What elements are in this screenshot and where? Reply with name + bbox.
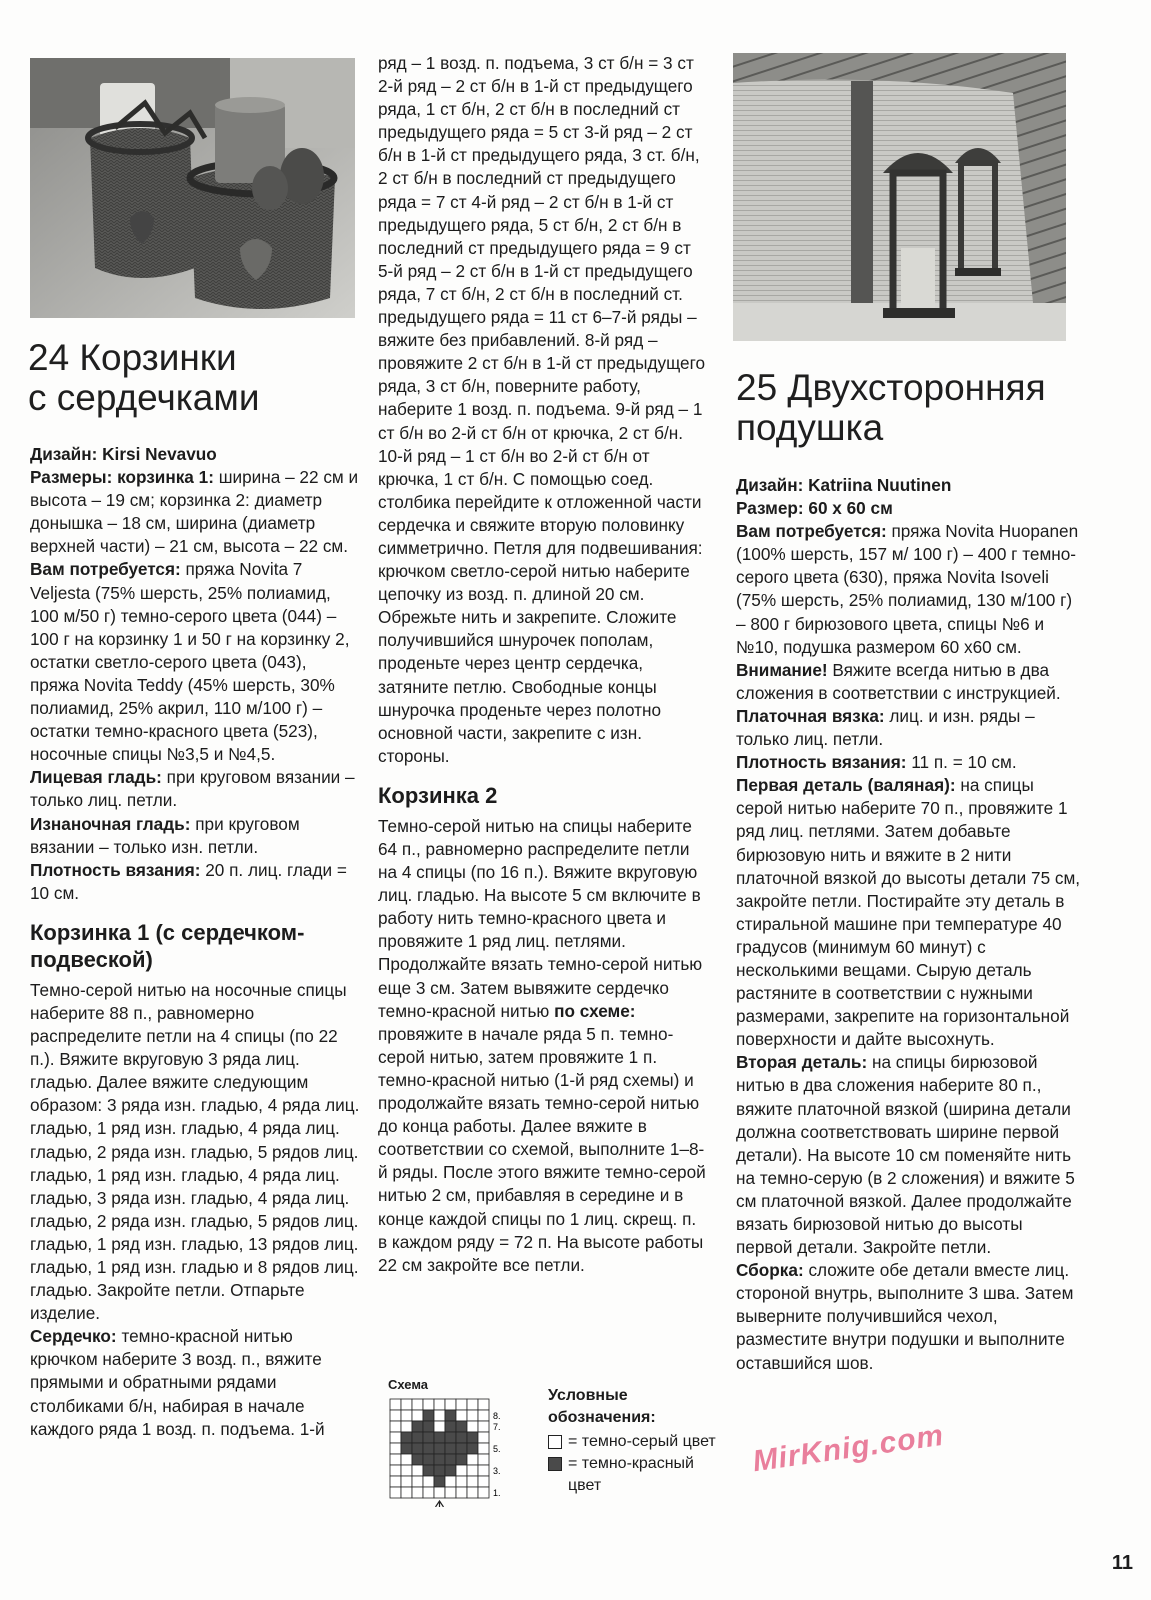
article25-materials-text: пряжа Novita Huopanen (100% шерсть, 157 м/ 100 г) – 400 г темно-серого цвета (630), пряжа Novita Isoveli (75% шерсть, 25% полиамид, 130 м/100 г) – 800 г бирюзового цвета, спицы №6 и №10, подушка размером 60 х60 см. [736, 521, 1079, 657]
scheme-cell [445, 1410, 456, 1421]
article25-title-line2: подушка [736, 407, 884, 448]
heart-scheme [388, 1377, 728, 1525]
article25-column [736, 474, 1081, 1375]
scheme-cell [423, 1432, 434, 1443]
scheme-cell [401, 1432, 412, 1443]
article25-second-piece [736, 1051, 1081, 1259]
scheme-cell [401, 1410, 412, 1421]
stockinette-label: Лицевая гладь: [30, 767, 162, 788]
article25-gauge [736, 751, 1081, 774]
article25-design-label: Дизайн: Katriina Nuutinen [736, 475, 952, 495]
article25-size [736, 497, 1081, 520]
scheme-cell [434, 1432, 445, 1443]
article25-title [736, 368, 1096, 448]
article25-second-piece-text: на спицы бирюзовой нитью в два сложения наберите 80 п., вяжите платочной вязкой (ширина детали должна соответствовать ширине первой детали). На высоте 10 см поменяйте нить на темно-серую (в 2 сложения) и вяжите 5 см платочной вязкой. Далее продолжайте вязать бирюзовой нитью до высоты первой детали. Закройте петли. [736, 1052, 1075, 1258]
scheme-cell [445, 1443, 456, 1454]
article24-title-line1: 24 Корзинки [28, 337, 237, 378]
article25-assembly [736, 1259, 1081, 1374]
scheme-cell [434, 1454, 445, 1465]
legend-item-red [548, 1453, 728, 1497]
heart-continued: ряд – 1 возд. п. подъема, 3 ст б/н = 3 ст 2-й ряд – 2 ст б/н в 1-й ст предыдущего ряда, 1 ст б/н, 2 ст б/н в последний ст предыдущего ряда = 5 ст 3-й ряд – 2 ст б/н в 1-й ст предыдущего ряда, 3 ст. б/н, 2 ст б/н в последний ст предыдущего ряда = 7 ст 4-й ряд – 2 ст б/н в 1-й ст предыдущего ряда, 5 ст б/н, 2 ст б/н в последний ст предыдущего ряда = 9 ст 5-й ряд – 2 ст б/н в 1-й ст предыдущего ряда, 7 ст б/н, 2 ст б/н в последний ст. предыдущего ряда = 11 ст 6–7-й ряды – вяжите без прибавлений. 8-й ряд – провяжите 2 ст б/н в 1-й ст предыдущего ряда, 3 ст б/н, поверните работу, наберите 1 возд. п. подъема. 9-й ряд – 1 ст б/н во 2-й ст б/н от крючка, 2 ст б/н. 10-й ряд – 1 ст б/н во 2-й ст б/н от крючка, 1 ст б/н. С помощью соед. столбика перейдите к отложенной части сердечка и свяжите вторую половинку симметрично. Петля для подвешивания: крючком светло-серой нитью наберите цепочку из возд. п. длиной 20 см. Обрежьте нить и закрепите. Сложите получившийся шнурочек пополам, проденьте через центр сердечка, затяните петлю. Свободные концы шнурочка проденьте через полотно основной части, закрепите с изн. стороны. [378, 53, 706, 766]
scheme-cell [456, 1465, 467, 1476]
article25-first-piece-text: на спицы серой нитью наберите 70 п., провяжите 1 ряд лиц. петлями. Затем добавьте бирюзовую нить и вяжите в 2 нити платочной вязкой до высоты детали 75 см, закройте петли. Постирайте эту деталь в стиральной машине при температуре 40 градусов (минимум 60 минут) с несколькими вещами. Сырую деталь растяните в соответствии с нужными размерами, закрепите на горизонтальной поверхности и дайте высохнуть. [736, 775, 1081, 1050]
scheme-cell [478, 1487, 489, 1498]
scheme-cell [456, 1487, 467, 1498]
scheme-cell [401, 1443, 412, 1454]
scheme-row-label: 8. [493, 1411, 501, 1421]
scheme-cell [456, 1432, 467, 1443]
reverse-stockinette-label: Изнаночная гладь: [30, 813, 191, 834]
article25-materials-label: Вам потребуется: [736, 521, 887, 542]
scheme-cell [412, 1454, 423, 1465]
scheme-cell [423, 1465, 434, 1476]
scheme-cell [478, 1421, 489, 1432]
scheme-cell [390, 1476, 401, 1487]
scheme-cell [423, 1454, 434, 1465]
stockinette-para [30, 766, 360, 812]
basket1-instructions: Темно-серой нитью на носочные спицы наберите 88 п., равномерно распределите петли на 4 спицы (по 22 п.). Вяжите вкруговую 3 ряда лиц. гладью. Далее вяжите следующим образом: 3 ряда изн. гладью, 4 ряда лиц. гладью, 1 ряд изн. гладью, 4 ряда лиц. гладью, 2 ряда изн. гладью, 5 рядов лиц. гладью, 1 ряд изн. гладью, 4 ряда лиц. гладью, 3 ряда изн. гладью, 4 ряда лиц. гладью, 2 ряда изн. гладью, 5 рядов лиц. гладью, 1 ряд изн. гладью, 13 рядов лиц. гладью, 1 ряд изн. гладью и 8 рядов лиц. гладью. Закройте петли. Отпарьте изделие. [30, 979, 360, 1324]
scheme-cell [401, 1421, 412, 1432]
scheme-cell [445, 1476, 456, 1487]
article25-second-piece-label: Вторая деталь: [736, 1052, 868, 1073]
scheme-cell [434, 1487, 445, 1498]
scheme-cell [423, 1476, 434, 1487]
article25-attention [736, 659, 1081, 705]
scheme-cell [401, 1465, 412, 1476]
pillow-photo [733, 53, 1066, 341]
scheme-cell [467, 1421, 478, 1432]
article25-assembly-label: Сборка: [736, 1260, 804, 1281]
sizes-label: Размеры: корзинка 1: [30, 467, 214, 488]
baskets-image [30, 58, 355, 318]
scheme-cell [467, 1432, 478, 1443]
pillow-image [733, 53, 1066, 341]
scheme-cell [456, 1443, 467, 1454]
scheme-cell [434, 1443, 445, 1454]
scheme-cell [423, 1443, 434, 1454]
design-label: Дизайн: Kirsi Nevavuo [30, 444, 217, 464]
scheme-cell [423, 1410, 434, 1421]
scheme-cell [390, 1465, 401, 1476]
basket1-heading: Корзинка 1 (с сердечком-подвеской) [30, 919, 305, 972]
materials-text: пряжа Novita 7 Veljesta (75% шерсть, 25% полиамид, 100 м/50 г) темно-серого цвета (044) – 100 г на корзинку 1 и 50 г на корзинку 2, остатки светло-серого цвета (043), пряжа Novita Teddy (45% шерсть, 30% полиамид, 25% акрил, 110 м/100 г) – остатки темно-красного цвета (523), носочные спицы №3,5 и №4,5. [30, 559, 350, 765]
legend-item-gray [548, 1431, 728, 1453]
scheme-cell [478, 1476, 489, 1487]
scheme-cell [412, 1399, 423, 1410]
page-number: 11 [1111, 1552, 1133, 1574]
scheme-cell [445, 1487, 456, 1498]
scheme-cell [456, 1410, 467, 1421]
scheme-cell [478, 1410, 489, 1421]
article25-materials [736, 520, 1081, 659]
scheme-cell [423, 1487, 434, 1498]
article25-attention-label: Внимание! [736, 659, 828, 680]
scheme-cell [434, 1421, 445, 1432]
article25-garter-label: Платочная вязка: [736, 705, 885, 726]
article25-first-piece-label: Первая деталь (валяная): [736, 775, 956, 796]
scheme-cell [445, 1454, 456, 1465]
scheme-cell [423, 1421, 434, 1432]
scheme-cell [390, 1421, 401, 1432]
heart-label: Сердечко: [30, 1326, 117, 1347]
scheme-cell [467, 1465, 478, 1476]
scheme-cell [445, 1421, 456, 1432]
basket2-bold: по схеме: [554, 1000, 636, 1021]
scheme-title: Схема [388, 1377, 429, 1392]
gauge-text: 20 п. лиц. глади = 10 см. [30, 859, 347, 903]
scheme-cell [467, 1443, 478, 1454]
scheme-cell [412, 1432, 423, 1443]
scheme-legend [548, 1385, 728, 1497]
scheme-cell [412, 1410, 423, 1421]
basket2-text-b: провяжите в начале ряда 5 п. темно-серой нитью, затем провяжите 1 п. темно-красной нитью (1-й ряд схемы) и продолжайте вязать темно-серой нитью до конца работы. Далее вяжите в соответствии со схемой, выполните 1–8-й ряды. После этого вяжите темно-серой нитью 2 см, прибавляя в середине и в конце каждой спицы по 1 лиц. скрещ. п. в каждом ряду = 72 п. На высоте работы 22 см закройте все петли. [378, 1023, 706, 1275]
scheme-cell [401, 1487, 412, 1498]
article24-column1 [30, 443, 360, 1441]
scheme-cell [434, 1476, 445, 1487]
article25-garter-text: лиц. и изн. ряды – только лиц. петли. [736, 705, 1035, 750]
scheme-grid [388, 1397, 518, 1507]
scheme-cell [467, 1454, 478, 1465]
scheme-row-label: 3. [493, 1466, 501, 1476]
gauge-para [30, 859, 360, 905]
scheme-cell [401, 1399, 412, 1410]
article25-assembly-text: сложите обе детали вместе лиц. стороной внутрь, выполните 3 шва. Затем выверните получившийся чехол, разместите внутри подушки и выполните оставшийся шов. [736, 1260, 1074, 1373]
scheme-row-label: 5. [493, 1444, 501, 1454]
stockinette-text: при круговом вязании – только лиц. петли. [30, 767, 355, 811]
scheme-cell [456, 1454, 467, 1465]
scheme-cell [478, 1465, 489, 1476]
legend-label-red: = темно-красный цвет [568, 1455, 694, 1494]
scheme-cell [467, 1410, 478, 1421]
scheme-cell [456, 1476, 467, 1487]
scheme-cell [390, 1410, 401, 1421]
scheme-cell [445, 1399, 456, 1410]
article25-first-piece [736, 774, 1081, 1051]
sizes-text: ширина – 22 см и высота – 19 см; корзинка 2: диаметр донышка – 18 см, ширина (диаметр верхней части) – 21 см, высота – 22 см. [30, 467, 359, 557]
legend-label-gray: = темно-серый цвет [568, 1433, 716, 1450]
scheme-cell [478, 1399, 489, 1410]
scheme-row-label: 1. [493, 1488, 501, 1498]
scheme-cell [390, 1454, 401, 1465]
basket2-heading: Корзинка 2 [378, 782, 498, 808]
article24-title [28, 338, 348, 418]
scheme-cell [401, 1454, 412, 1465]
materials-para [30, 558, 360, 766]
scheme-arrow-icon [436, 1501, 444, 1507]
scheme-cell [412, 1487, 423, 1498]
scheme-cell [412, 1465, 423, 1476]
article25-attention-text: Вяжите всегда нитью в два сложения в соответствии с инструкцией. [736, 659, 1061, 703]
gauge-label: Плотность вязания: [30, 859, 201, 880]
article25-gauge-text: 11 п. = 10 см. [906, 752, 1017, 773]
scheme-cell [445, 1465, 456, 1476]
scheme-cell [434, 1399, 445, 1410]
article25-design [736, 474, 1081, 497]
article25-garter [736, 705, 1081, 751]
scheme-cell [412, 1443, 423, 1454]
scheme-cell [456, 1399, 467, 1410]
scheme-cell [456, 1421, 467, 1432]
article25-size-label: Размер: 60 х 60 см [736, 498, 893, 519]
article24-column2 [378, 52, 708, 1277]
scheme-cell [390, 1399, 401, 1410]
scheme-cell [478, 1432, 489, 1443]
scheme-cell [434, 1465, 445, 1476]
basket2-instructions [378, 815, 708, 1277]
heart-text: темно-красной нитью крючком наберите 3 возд. п., вяжите прямыми и обратными рядами столбиками б/н, набирая в начале каждого ряда 1 возд. п. подъема. 1-й [30, 1326, 325, 1439]
baskets-photo [30, 58, 355, 318]
sizes-para [30, 466, 360, 558]
article25-gauge-label: Плотность вязания: [736, 752, 907, 773]
reverse-stockinette-para [30, 813, 360, 859]
scheme-cell [401, 1476, 412, 1487]
scheme-cell [423, 1399, 434, 1410]
legend-swatch-red [548, 1457, 562, 1471]
scheme-cell [467, 1399, 478, 1410]
legend-title: Условные обозначения: [548, 1387, 656, 1426]
scheme-cell [478, 1443, 489, 1454]
scheme-cell [478, 1454, 489, 1465]
scheme-row-label: 7. [493, 1422, 501, 1432]
article25-title-line1: 25 Двухсторонняя [736, 367, 1046, 408]
scheme-cell [445, 1432, 456, 1443]
heart-para [30, 1325, 360, 1440]
scheme-cell [390, 1443, 401, 1454]
scheme-cell [434, 1410, 445, 1421]
reverse-stockinette-text: при круговом вязании – только изн. петли. [30, 813, 300, 857]
article24-title-line2: с сердечками [28, 377, 260, 418]
scheme-cell [390, 1487, 401, 1498]
materials-label: Вам потребуется: [30, 559, 181, 580]
scheme-cell [467, 1487, 478, 1498]
legend-swatch-gray [548, 1435, 562, 1449]
scheme-cell [390, 1432, 401, 1443]
scheme-cell [467, 1476, 478, 1487]
basket2-text-a: Темно-серой нитью на спицы наберите 64 п., равномерно распределите петли на 4 спицы (по 16 п.). Вяжите вкруговую лиц. гладью. На высоте 5 см включите в работу нить темно-красного цвета и провяжите 1 ряд лиц. петлями. Продолжайте вязать темно-серой нитью еще 3 см. Затем вывяжите сердечко темно-красной нитью [378, 815, 703, 1021]
watermark: MirKnig.com [750, 1418, 946, 1479]
scheme-cell [412, 1421, 423, 1432]
scheme-cell [412, 1476, 423, 1487]
design-credit [30, 443, 360, 466]
